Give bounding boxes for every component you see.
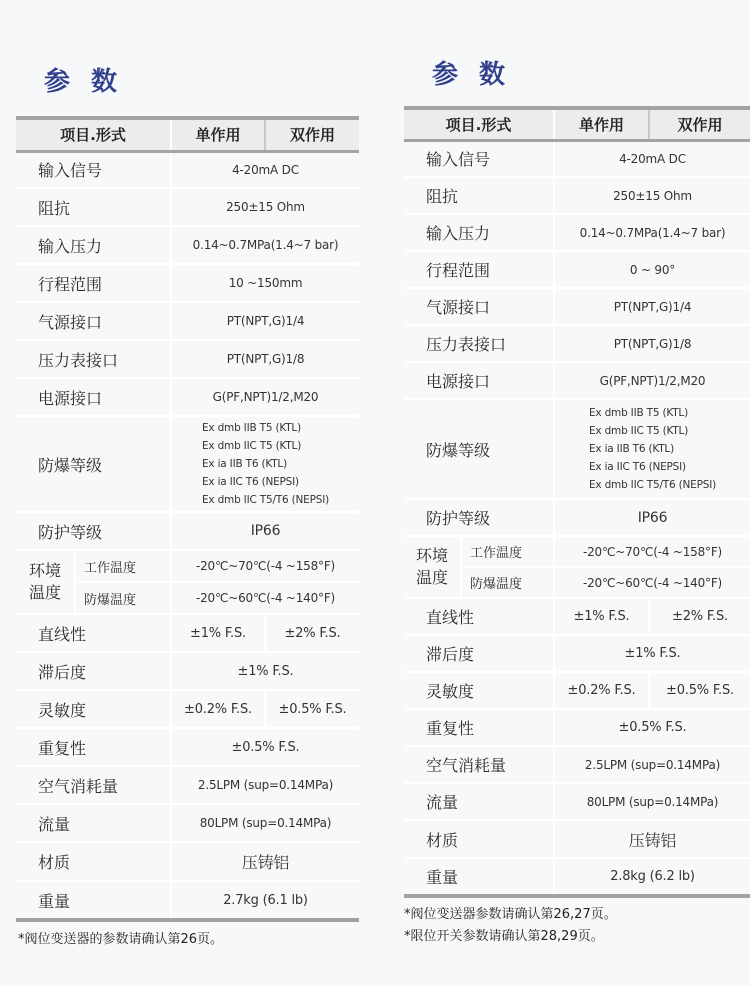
table-row <box>404 251 750 288</box>
row-label: 重复性 <box>16 728 171 766</box>
work-temp-value: -20℃~70℃(-4 ~158°F) <box>554 536 750 567</box>
table-row <box>16 512 359 550</box>
table-row <box>16 690 359 728</box>
row-value: PT(NPT,G)1/4 <box>554 288 750 325</box>
row-label: 输入信号 <box>16 151 171 188</box>
row-value-double: ±0.5% F.S. <box>649 672 750 709</box>
row-label: 阻抗 <box>404 177 554 214</box>
row-label: 行程范围 <box>404 251 554 288</box>
header-item: 项目.形式 <box>16 118 171 151</box>
row-value-double: ±2% F.S. <box>649 598 750 635</box>
row-value: 2.7kg (6.1 lb) <box>171 881 359 920</box>
row-label: 气源接口 <box>404 288 554 325</box>
row-label: 直线性 <box>16 614 171 652</box>
spec-panel-left <box>16 62 359 947</box>
env-temp-group <box>16 550 171 614</box>
row-label: 输入压力 <box>404 214 554 251</box>
row-value-double: ±0.5% F.S. <box>265 690 359 728</box>
footnote: *限位开关参数请确认第28,29页。 <box>404 929 604 944</box>
env-label-line: 温度 <box>28 583 61 602</box>
row-label: 重量 <box>404 858 554 896</box>
table-row <box>16 264 359 302</box>
work-temp-label: 工作温度 <box>462 537 553 568</box>
header-double-acting: 双作用 <box>649 108 750 140</box>
table-row <box>16 842 359 881</box>
row-value: 压铸铝 <box>171 842 359 881</box>
table-row <box>16 416 359 512</box>
row-value: IP66 <box>171 512 359 550</box>
section-title: 参 数 <box>432 60 512 90</box>
table-row <box>404 499 750 536</box>
header-double-acting: 双作用 <box>265 118 359 151</box>
row-label: 气源接口 <box>16 302 171 340</box>
row-label: 阻抗 <box>16 188 171 226</box>
row-value: 2.5LPM (sup=0.14MPa) <box>171 766 359 804</box>
explosion-grade-item: Ex ia IIB T6 (KTL) <box>589 443 674 455</box>
table-row <box>16 188 359 226</box>
row-label: 直线性 <box>404 598 554 635</box>
table-row <box>404 783 750 820</box>
row-label: 流量 <box>16 804 171 842</box>
row-value: ±0.5% F.S. <box>554 709 750 746</box>
env-label-line: 温度 <box>415 568 448 587</box>
table-row <box>404 177 750 214</box>
row-value <box>554 399 750 499</box>
row-value: PT(NPT,G)1/4 <box>171 302 359 340</box>
row-label: 重量 <box>16 881 171 920</box>
footnote: *阀位变送器参数请确认第26,27页。 <box>404 907 617 922</box>
row-value: 0.14~0.7MPa(1.4~7 bar) <box>171 226 359 264</box>
row-label: 压力表接口 <box>404 325 554 362</box>
header-single-acting: 单作用 <box>171 118 265 151</box>
row-value: 250±15 Ohm <box>171 188 359 226</box>
table-row <box>404 635 750 672</box>
row-value: 80LPM (sup=0.14MPa) <box>171 804 359 842</box>
table-row <box>404 536 750 567</box>
row-value: 2.5LPM (sup=0.14MPa) <box>554 746 750 783</box>
ex-temp-value: -20℃~60℃(-4 ~140°F) <box>171 582 359 614</box>
env-label-line: 环境 <box>415 546 448 565</box>
row-label: 输入信号 <box>404 140 554 177</box>
table-row <box>404 598 750 635</box>
row-value: 4-20mA DC <box>171 151 359 188</box>
row-value: 0.14~0.7MPa(1.4~7 bar) <box>554 214 750 251</box>
row-label: 行程范围 <box>16 264 171 302</box>
row-value-single: ±0.2% F.S. <box>171 690 265 728</box>
row-value-single: ±0.2% F.S. <box>554 672 649 709</box>
table-row <box>404 709 750 746</box>
table-row <box>404 214 750 251</box>
row-label: 滞后度 <box>16 652 171 690</box>
table-row <box>404 858 750 896</box>
row-value: 4-20mA DC <box>554 140 750 177</box>
row-value <box>171 416 359 512</box>
row-label: 防爆等级 <box>404 399 554 499</box>
table-row <box>16 652 359 690</box>
row-value: 压铸铝 <box>554 820 750 858</box>
row-value: G(PF,NPT)1/2,M20 <box>554 362 750 399</box>
row-label: 输入压力 <box>16 226 171 264</box>
row-value: PT(NPT,G)1/8 <box>171 340 359 378</box>
spec-table <box>404 106 750 898</box>
explosion-grade-item: Ex ia IIB T6 (KTL) <box>202 458 287 470</box>
row-label: 重复性 <box>404 709 554 746</box>
table-row <box>16 226 359 264</box>
row-label: 材质 <box>404 820 554 858</box>
explosion-grade-item: Ex dmb IIB T5 (KTL) <box>202 422 301 434</box>
work-temp-label: 工作温度 <box>76 551 170 583</box>
row-label: 压力表接口 <box>16 340 171 378</box>
row-label: 灵敏度 <box>404 672 554 709</box>
table-row <box>404 362 750 399</box>
row-label: 电源接口 <box>16 378 171 416</box>
footnotes <box>404 904 750 948</box>
row-label: 流量 <box>404 783 554 820</box>
explosion-grade-item: Ex ia IIC T6 (NEPSI) <box>589 461 686 473</box>
row-value-double: ±2% F.S. <box>265 614 359 652</box>
table-row <box>16 728 359 766</box>
explosion-grade-item: Ex dmb IIB T5 (KTL) <box>589 407 688 419</box>
explosion-grade-item: Ex dmb IIC T5 (KTL) <box>202 440 302 452</box>
row-value-single: ±1% F.S. <box>554 598 649 635</box>
table-header-row <box>16 118 359 151</box>
explosion-grade-item: Ex ia IIC T6 (NEPSI) <box>202 476 299 488</box>
row-value: 250±15 Ohm <box>554 177 750 214</box>
explosion-grade-item: Ex dmb IIC T5/T6 (NEPSI) <box>202 494 329 506</box>
row-label: 防爆等级 <box>16 416 171 512</box>
table-row <box>404 288 750 325</box>
explosion-grade-item: Ex dmb IIC T5/T6 (NEPSI) <box>589 479 716 491</box>
row-value: PT(NPT,G)1/8 <box>554 325 750 362</box>
ex-temp-label: 防爆温度 <box>470 577 523 592</box>
table-row <box>16 378 359 416</box>
header-item: 项目.形式 <box>404 108 554 140</box>
table-row <box>16 302 359 340</box>
footnote: *阀位变送器的参数请确认第26页。 <box>18 932 224 947</box>
table-row <box>404 746 750 783</box>
table-row <box>16 151 359 188</box>
table-row <box>404 820 750 858</box>
row-value: 80LPM (sup=0.14MPa) <box>554 783 750 820</box>
spec-panel-right <box>404 56 750 948</box>
table-row <box>16 550 359 582</box>
row-label: 防护等级 <box>404 499 554 536</box>
table-row <box>16 614 359 652</box>
env-temp-label <box>16 551 76 613</box>
env-temp-group <box>404 536 554 598</box>
table-row <box>404 325 750 362</box>
row-value: 10 ~150mm <box>171 264 359 302</box>
explosion-grade-item: Ex dmb IIC T5 (KTL) <box>589 425 689 437</box>
section-title: 参 数 <box>44 67 124 97</box>
table-header-row <box>404 108 750 140</box>
env-sub-labels <box>462 537 553 597</box>
work-temp-value: -20℃~70℃(-4 ~158°F) <box>171 550 359 582</box>
row-label: 灵敏度 <box>16 690 171 728</box>
ex-temp-value: -20℃~60℃(-4 ~140°F) <box>554 567 750 598</box>
row-label: 空气消耗量 <box>404 746 554 783</box>
row-value: IP66 <box>554 499 750 536</box>
explosion-grade-list <box>589 404 716 494</box>
row-value: G(PF,NPT)1/2,M20 <box>171 378 359 416</box>
spec-table <box>16 116 359 922</box>
row-label: 电源接口 <box>404 362 554 399</box>
row-label: 空气消耗量 <box>16 766 171 804</box>
table-row <box>16 804 359 842</box>
explosion-grade-list <box>202 419 329 509</box>
row-value: ±1% F.S. <box>171 652 359 690</box>
row-label: 防护等级 <box>16 512 171 550</box>
row-value: 2.8kg (6.2 lb) <box>554 858 750 896</box>
row-value: ±0.5% F.S. <box>171 728 359 766</box>
env-temp-label <box>404 537 462 597</box>
env-sub-labels <box>76 551 170 613</box>
row-label: 材质 <box>16 842 171 881</box>
row-value: ±1% F.S. <box>554 635 750 672</box>
row-label: 滞后度 <box>404 635 554 672</box>
table-row <box>404 399 750 499</box>
table-row <box>404 140 750 177</box>
table-row <box>16 340 359 378</box>
row-value-single: ±1% F.S. <box>171 614 265 652</box>
table-row <box>16 881 359 920</box>
table-row <box>16 766 359 804</box>
ex-temp-label: 防爆温度 <box>84 592 137 608</box>
env-label-line: 环境 <box>28 561 61 580</box>
header-single-acting: 单作用 <box>554 108 649 140</box>
row-value: 0 ~ 90° <box>554 251 750 288</box>
table-row <box>404 672 750 709</box>
